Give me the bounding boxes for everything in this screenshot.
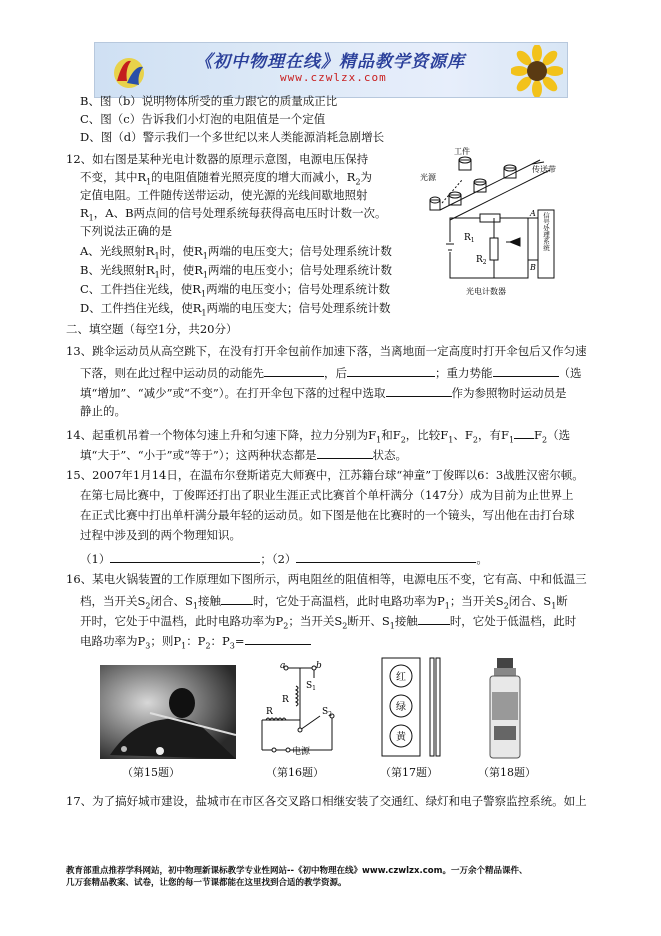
svg-text:S1: $S_1$ bbox=[306, 681, 316, 692]
q12-option-c: C、工件挡住光线，使$R_1$两端的电压变小；信号处理系统计数 bbox=[80, 282, 391, 299]
q16-line-1: 16、某电火锅装置的工作原理如下图所示，两电阻丝的阻值相等，电源电压不变，它有高、中和低温三 bbox=[66, 572, 587, 586]
q15-line-4: 过程中涉及到的两个物理知识。 bbox=[80, 528, 241, 542]
q15-line-1: 15、2007年1月14日，在温布尔登斯诺克大师赛中，江苏籍台球“神童”丁俊晖以6：3战胜汉密尔顿。 bbox=[66, 468, 584, 482]
q13-line-3: 填“增加”、“减少”或“不变”）。在打开伞包下落的过程中选取 作为参照物时运动员是 bbox=[80, 386, 567, 400]
q12-option-b: B、光线照射$R_1$时，使$R_1$两端的电压变小；信号处理系统计数 bbox=[80, 263, 392, 280]
q12-line-4: $R_1$，A、B两点间的信号处理系统每获得高电压时计数一次。 bbox=[80, 206, 387, 223]
caption-q15: （第15题） bbox=[122, 766, 180, 779]
q11-option-b: B、图（b）说明物体所受的重力跟它的质量成正比 bbox=[80, 94, 338, 108]
spray-can-figure bbox=[484, 656, 526, 760]
footer-line-2: 几万套精品教案、试卷，让您的每一节课都能在这里找到合适的教学资源。 bbox=[66, 878, 347, 888]
sunflower-icon bbox=[511, 45, 563, 97]
q12-line-5: 下列说法正确的是 bbox=[80, 224, 172, 238]
label-a: A bbox=[530, 209, 536, 218]
footer-line-1: 教育部重点推荐学科网站，初中物理新课标教学专业性网站--《初中物理在线》www.czwlzx.com。一万余个精品课件、 bbox=[66, 866, 528, 876]
label-r1: $R_1$ bbox=[464, 233, 475, 244]
label-system: 信号处理系统 bbox=[542, 212, 550, 251]
label-light: 光源 bbox=[420, 173, 436, 182]
photoelectric-counter-figure bbox=[420, 140, 580, 300]
banner-url: www.czwlzx.com bbox=[280, 71, 387, 84]
label-belt: 传送带 bbox=[532, 165, 556, 174]
svg-text:b: b bbox=[316, 661, 322, 671]
svg-text:R: R bbox=[282, 695, 289, 705]
q13-line-1: 13、跳伞运动员从高空跳下，在没有打开伞包前作加速下落，当离地面一定高度时打开伞包后又作匀速 bbox=[66, 344, 587, 358]
svg-text:S2: $S_2$ bbox=[322, 707, 332, 718]
header-banner bbox=[94, 42, 568, 98]
svg-text:绿: 绿 bbox=[396, 702, 406, 713]
hotpot-circuit-figure bbox=[252, 660, 352, 760]
q15-line-3: 在正式比赛中打出单杆满分最年轻的运动员。如下图是他在比赛时的一个镜头，写出他在击打台球 bbox=[80, 508, 575, 522]
q16-line-3: 开时，它处于中温档，此时电路功率为$P_2$；当开关$S_2$断开、$S_1$接触 时，它处于低温档，此时 bbox=[80, 614, 577, 631]
label-r2: $R_2$ bbox=[476, 255, 487, 266]
q15-line-2: 在第七局比赛中，丁俊晖还打出了职业生涯正式比赛首个单杆满分（147分）成为目前为止世界上 bbox=[80, 488, 574, 502]
q12-line-3: 定值电阻。工件随传送带运动，使光源的光线间歇地照射 bbox=[80, 188, 368, 202]
caption-counter: 光电计数器 bbox=[466, 287, 506, 296]
svg-text:R: R bbox=[266, 707, 273, 717]
q14-line-1: 14、起重机吊着一个物体匀速上升和匀速下降，拉力分别为$F_1$和$F_2$，比较$F_1$、$F_2$，有$F_1$ $F_2$（选 bbox=[66, 428, 571, 445]
caption-q17: （第17题） bbox=[380, 766, 438, 779]
q12-line-1: 12、如右图是某种光电计数器的原理示意图，电源电压保持 bbox=[66, 152, 369, 166]
q11-option-c: C、图（c）告诉我们小灯泡的电阻值是一个定值 bbox=[80, 112, 326, 126]
label-workpiece: 工件 bbox=[454, 147, 470, 156]
banner-title: 《初中物理在线》精品教学资源库 bbox=[195, 52, 465, 72]
caption-q16: （第16题） bbox=[266, 766, 324, 779]
q15-line-5: （1） ；（2） 。 bbox=[80, 552, 488, 566]
q11-option-d: D、图（d）警示我们一个多世纪以来人类能源消耗急剧增长 bbox=[80, 130, 385, 144]
q16-line-4: 电路功率为$P_3$；则$P_1$：$P_2$：$P_3=$ bbox=[80, 632, 311, 653]
snooker-photo bbox=[100, 665, 236, 759]
label-b: B bbox=[530, 263, 536, 272]
q12-option-d: D、工件挡住光线，使$R_1$两端的电压变大；信号处理系统计数 bbox=[80, 301, 391, 318]
caption-q18: （第18题） bbox=[478, 766, 536, 779]
section-2-heading: 二、填空题（每空1分，共20分） bbox=[66, 322, 238, 336]
svg-text:a: a bbox=[280, 661, 286, 671]
q17-line-1: 17、为了搞好城市建设，盐城市在市区各交叉路口相继安装了交通红、绿灯和电子警察监控系统。如上 bbox=[66, 794, 587, 808]
q13-line-2: 下落，则在此过程中运动员的动能先 ，后 ；重力势能 （选 bbox=[80, 366, 582, 380]
svg-text:电源: 电源 bbox=[292, 747, 311, 757]
q16-line-2: 档，当开关$S_2$闭合、$S_1$接触 时，它处于高温档，此时电路功率为$P_1$；当开关$S_2$闭合、$S_1$断 bbox=[80, 594, 568, 611]
q12-option-a: A、光线照射$R_1$时，使$R_1$两端的电压变大；信号处理系统计数 bbox=[80, 244, 392, 261]
q14-line-2: 填“大于”、“小于”或“等于”）；这两种状态都是 状态。 bbox=[80, 448, 408, 462]
svg-text:黄: 黄 bbox=[396, 732, 406, 743]
q13-line-4: 静止的。 bbox=[80, 404, 126, 418]
q12-line-2: 不变，其中$R_1$的电阻值随着光照亮度的增大而减小，$R_2$为 bbox=[80, 170, 373, 187]
traffic-light-figure bbox=[380, 656, 442, 760]
svg-text:红: 红 bbox=[396, 672, 406, 683]
logo-icon bbox=[109, 51, 149, 91]
